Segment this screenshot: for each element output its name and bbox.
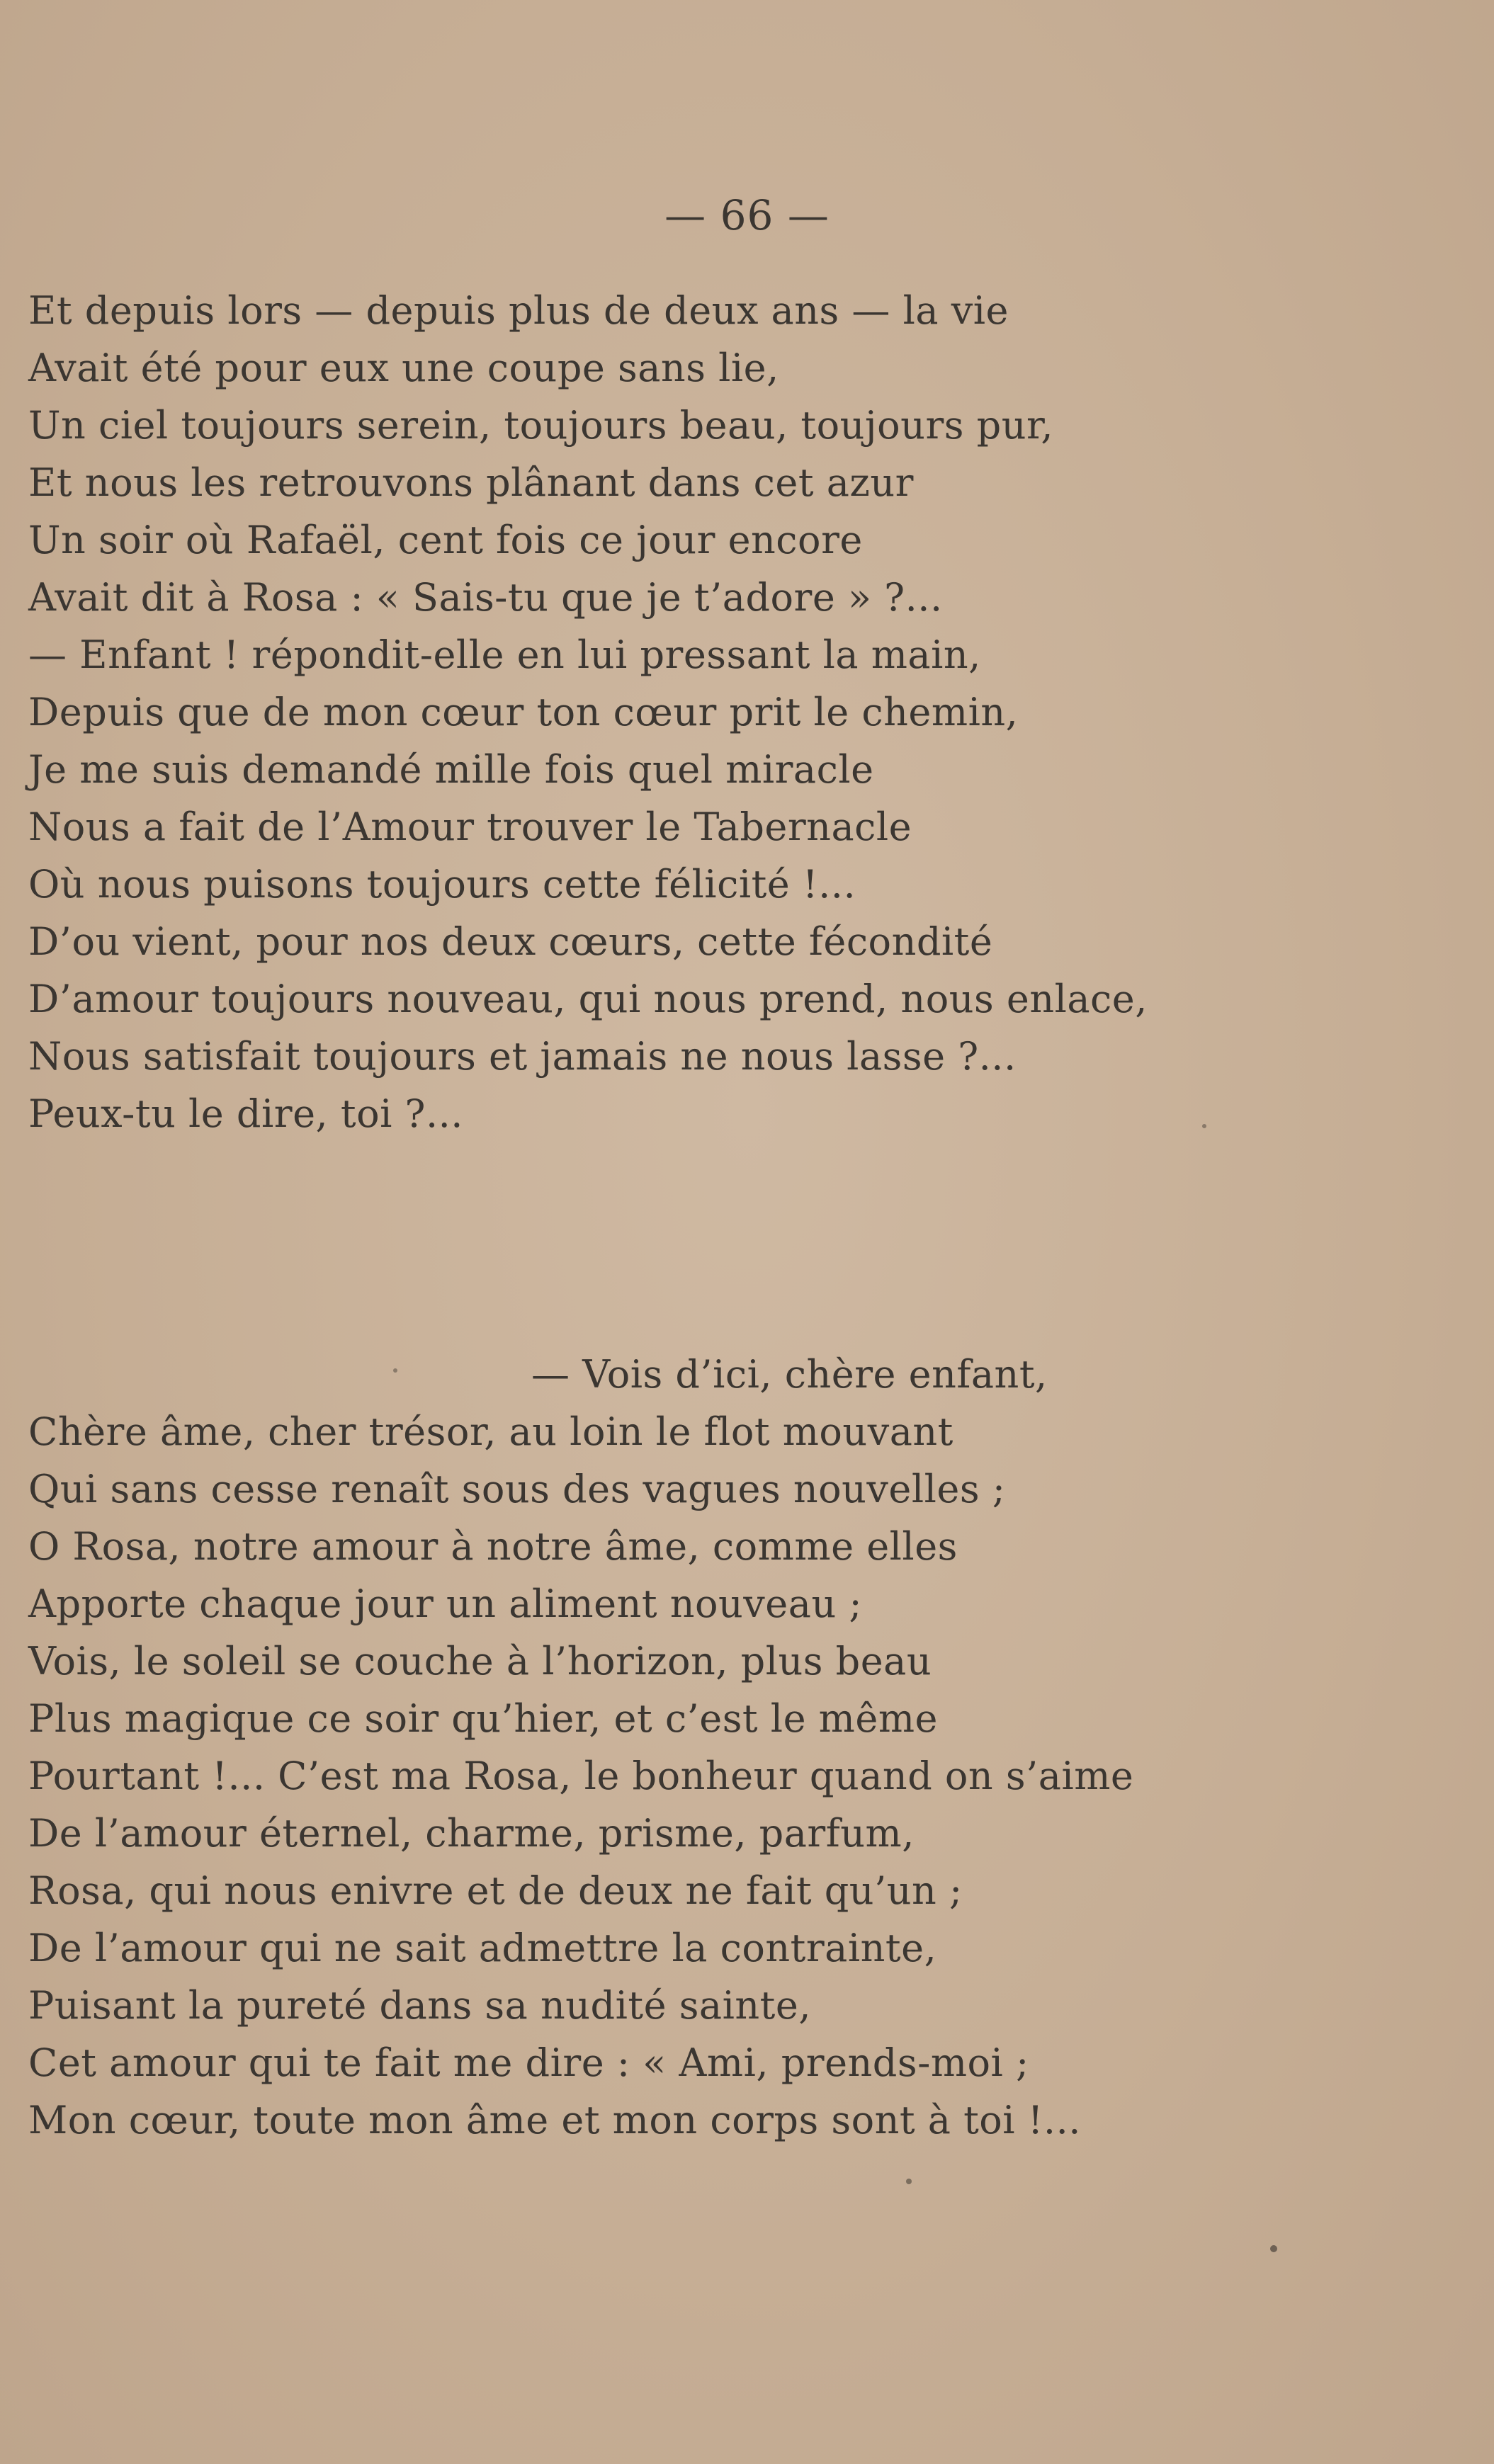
verse-line: D’ou vient, pour nos deux cœurs, cette fécondité	[28, 919, 993, 964]
verse-line: Un soir où Rafaël, cent fois ce jour encore	[28, 518, 863, 562]
verse-line: Avait été pour eux une coupe sans lie,	[28, 346, 779, 390]
verse-line: De l’amour qui ne sait admettre la contrainte,	[28, 1926, 937, 1970]
verse-line: Nous satisfait toujours et jamais ne nous lasse ?...	[28, 1034, 1017, 1079]
verse-line: Cet amour qui te fait me dire : « Ami, prends-moi ;	[28, 2040, 1029, 2085]
verse-line: D’amour toujours nouveau, qui nous prend, nous enlace,	[28, 977, 1148, 1021]
verse-line: Rosa, qui nous enivre et de deux ne fait qu’un ;	[28, 1868, 963, 1913]
verse-line: Et nous les retrouvons plânant dans cet azur	[28, 460, 914, 505]
verse-line: O Rosa, notre amour à notre âme, comme elles	[28, 1524, 958, 1569]
verse-line: Chère âme, cher trésor, au loin le flot mouvant	[28, 1409, 953, 1454]
verse-line: Vois, le soleil se couche à l’horizon, plus beau	[28, 1639, 932, 1684]
verse-line: Depuis que de mon cœur ton cœur prit le chemin,	[28, 690, 1019, 734]
verse-line: Un ciel toujours serein, toujours beau, toujours pur,	[28, 403, 1054, 448]
poem-stanza-2	[28, 1346, 1133, 2149]
verse-line: Nous a fait de l’Amour trouver le Tabernacle	[28, 805, 912, 849]
verse-line: De l’amour éternel, charme, prisme, parfum,	[28, 1811, 915, 1856]
verse-line: Mon cœur, toute mon âme et mon corps sont à toi !...	[28, 2098, 1081, 2142]
verse-line: Je me suis demandé mille fois quel miracle	[28, 747, 874, 792]
verse-line: Où nous puisons toujours cette félicité !...	[28, 862, 856, 907]
verse-line: — Vois d’ici, chère enfant,	[531, 1352, 1048, 1397]
verse-line: Avait dit à Rosa : « Sais-tu que je t’adore » ?...	[28, 575, 943, 620]
verse-line: Puisant la pureté dans sa nudité sainte,	[28, 1983, 811, 2028]
verse-line: Qui sans cesse renaît sous des vagues nouvelles ;	[28, 1467, 1006, 1511]
verse-line: Apporte chaque jour un aliment nouveau ;	[28, 1582, 863, 1626]
page-number: — 66 —	[664, 191, 830, 239]
poem-stanza-1	[28, 282, 1148, 1142]
verse-line: Et depuis lors — depuis plus de deux ans — la vie	[28, 288, 1009, 333]
verse-line: — Enfant ! répondit-elle en lui pressant la main,	[28, 632, 981, 677]
verse-line: Pourtant !... C’est ma Rosa, le bonheur quand on s’aime	[28, 1754, 1134, 1798]
verse-line: Plus magique ce soir qu’hier, et c’est le même	[28, 1696, 939, 1741]
verse-line: Peux-tu le dire, toi ?...	[28, 1091, 463, 1136]
